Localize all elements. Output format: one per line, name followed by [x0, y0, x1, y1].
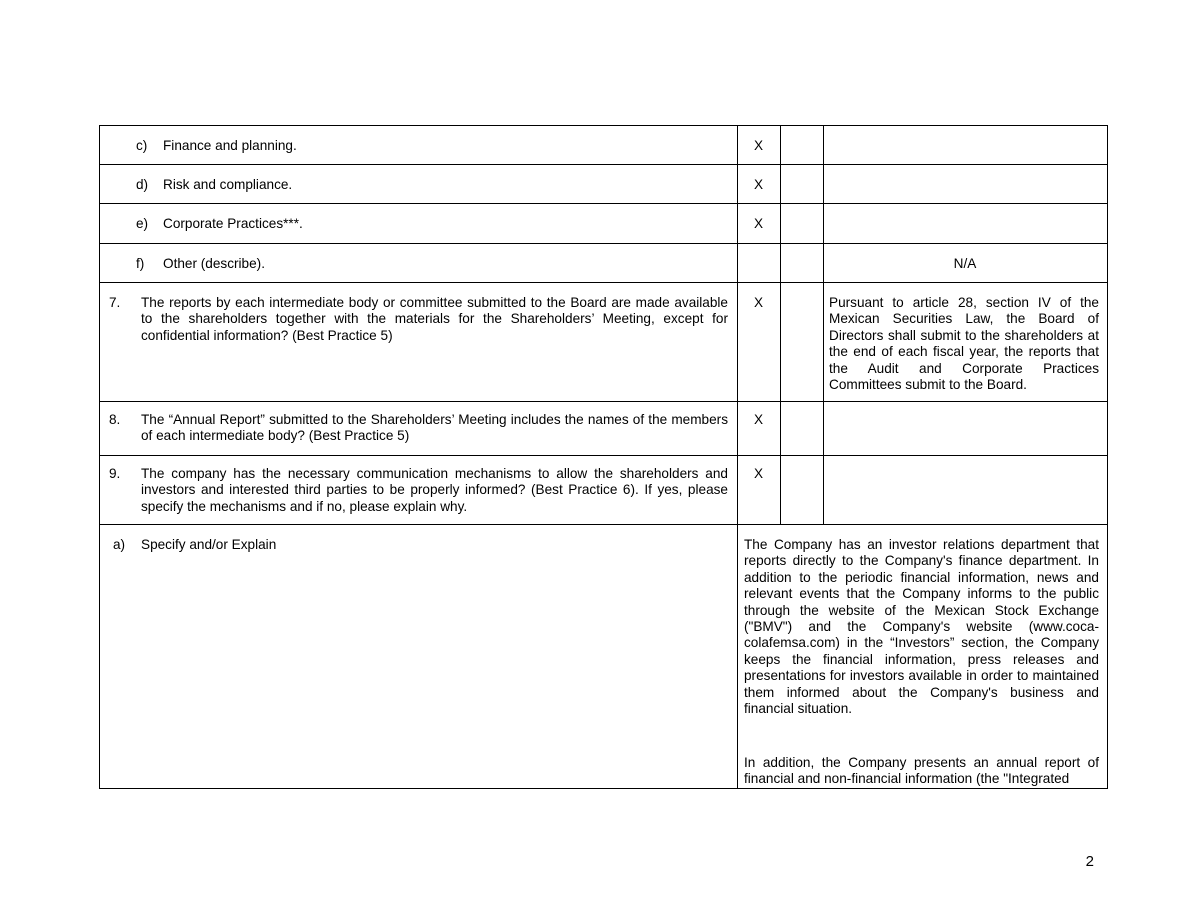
table-row: [100, 456, 1107, 525]
table-row: [100, 204, 1107, 244]
row-comment: Pursuant to article 28, section IV of the Mexican Securities Law, the Board of Directors shall submit to the shareholders at the end of each fiscal year, the reports that the Audit and Corporate Practices Committees submit to the Board.: [829, 295, 1099, 393]
row-question: Specify and/or Explain: [141, 537, 277, 552]
table-row: [100, 244, 1107, 283]
row-label: c): [136, 138, 148, 153]
column-divider: [780, 283, 781, 401]
column-divider: [780, 402, 781, 455]
yes-mark: X: [753, 177, 764, 192]
column-divider: [780, 126, 781, 164]
table-row: [100, 283, 1107, 402]
row-label: 7.: [109, 295, 121, 310]
column-divider: [737, 402, 738, 455]
page-number: 2: [1085, 853, 1094, 870]
column-divider: [780, 204, 781, 243]
row-question: Finance and planning.: [163, 138, 297, 153]
row-question: Risk and compliance.: [163, 177, 293, 192]
column-divider: [823, 456, 824, 524]
column-divider: [780, 456, 781, 524]
row-comment: The Company has an investor relations department that reports directly to the Company's finance department. In addition to the periodic financial information, news and relevant events that the Company informs to the public through the website of the Mexican Stock Exchange ("BMV") and the Company's website (www.coca-colafemsa.com) in the “Investors” section, the Company keeps the financial information, press releases and presentations for investors available in order to maintained them informed about the Company's business and financial situation.: [744, 537, 1099, 717]
column-divider: [780, 244, 781, 282]
row-question: The “Annual Report” submitted to the Shareholders’ Meeting includes the names of the members of each intermediate body? (Best Practice 5): [141, 412, 728, 444]
row-label: 8.: [109, 412, 121, 427]
column-divider: [823, 283, 824, 401]
column-divider: [737, 244, 738, 282]
row-label: d): [136, 177, 149, 192]
row-question: Corporate Practices***.: [163, 216, 303, 231]
column-divider: [823, 165, 824, 203]
column-divider: [823, 204, 824, 243]
row-question: The reports by each intermediate body or committee submitted to the Board are made available to the shareholders together with the materials for the Shareholders’ Meeting, except for confidential information? (Best Practice 5): [141, 295, 728, 343]
column-divider: [737, 525, 738, 788]
row-comment: N/A: [953, 256, 977, 271]
column-divider: [823, 402, 824, 455]
row-question: Other (describe).: [163, 256, 265, 271]
compliance-table: [99, 125, 1108, 789]
yes-mark: X: [753, 412, 764, 427]
column-divider: [780, 165, 781, 203]
yes-mark: X: [753, 216, 764, 231]
row-label: a): [113, 537, 126, 552]
yes-mark: X: [753, 295, 764, 310]
row-comment-continued: In addition, the Company presents an annual report of financial and non-financial information (the "Integrated: [744, 755, 1099, 787]
table-row: [100, 525, 1107, 788]
row-label: f): [136, 256, 145, 271]
table-row: [100, 402, 1107, 456]
row-label: e): [136, 216, 149, 231]
column-divider: [823, 126, 824, 164]
row-label: 9.: [109, 466, 121, 481]
yes-mark: X: [753, 466, 764, 481]
table-row: [100, 126, 1107, 165]
table-row: [100, 165, 1107, 204]
yes-mark: X: [753, 138, 764, 153]
row-question: The company has the necessary communication mechanisms to allow the shareholders and investors and interested third parties to be properly informed? (Best Practice 6). If yes, please specify the mechanisms and if no, please explain why.: [141, 466, 728, 514]
